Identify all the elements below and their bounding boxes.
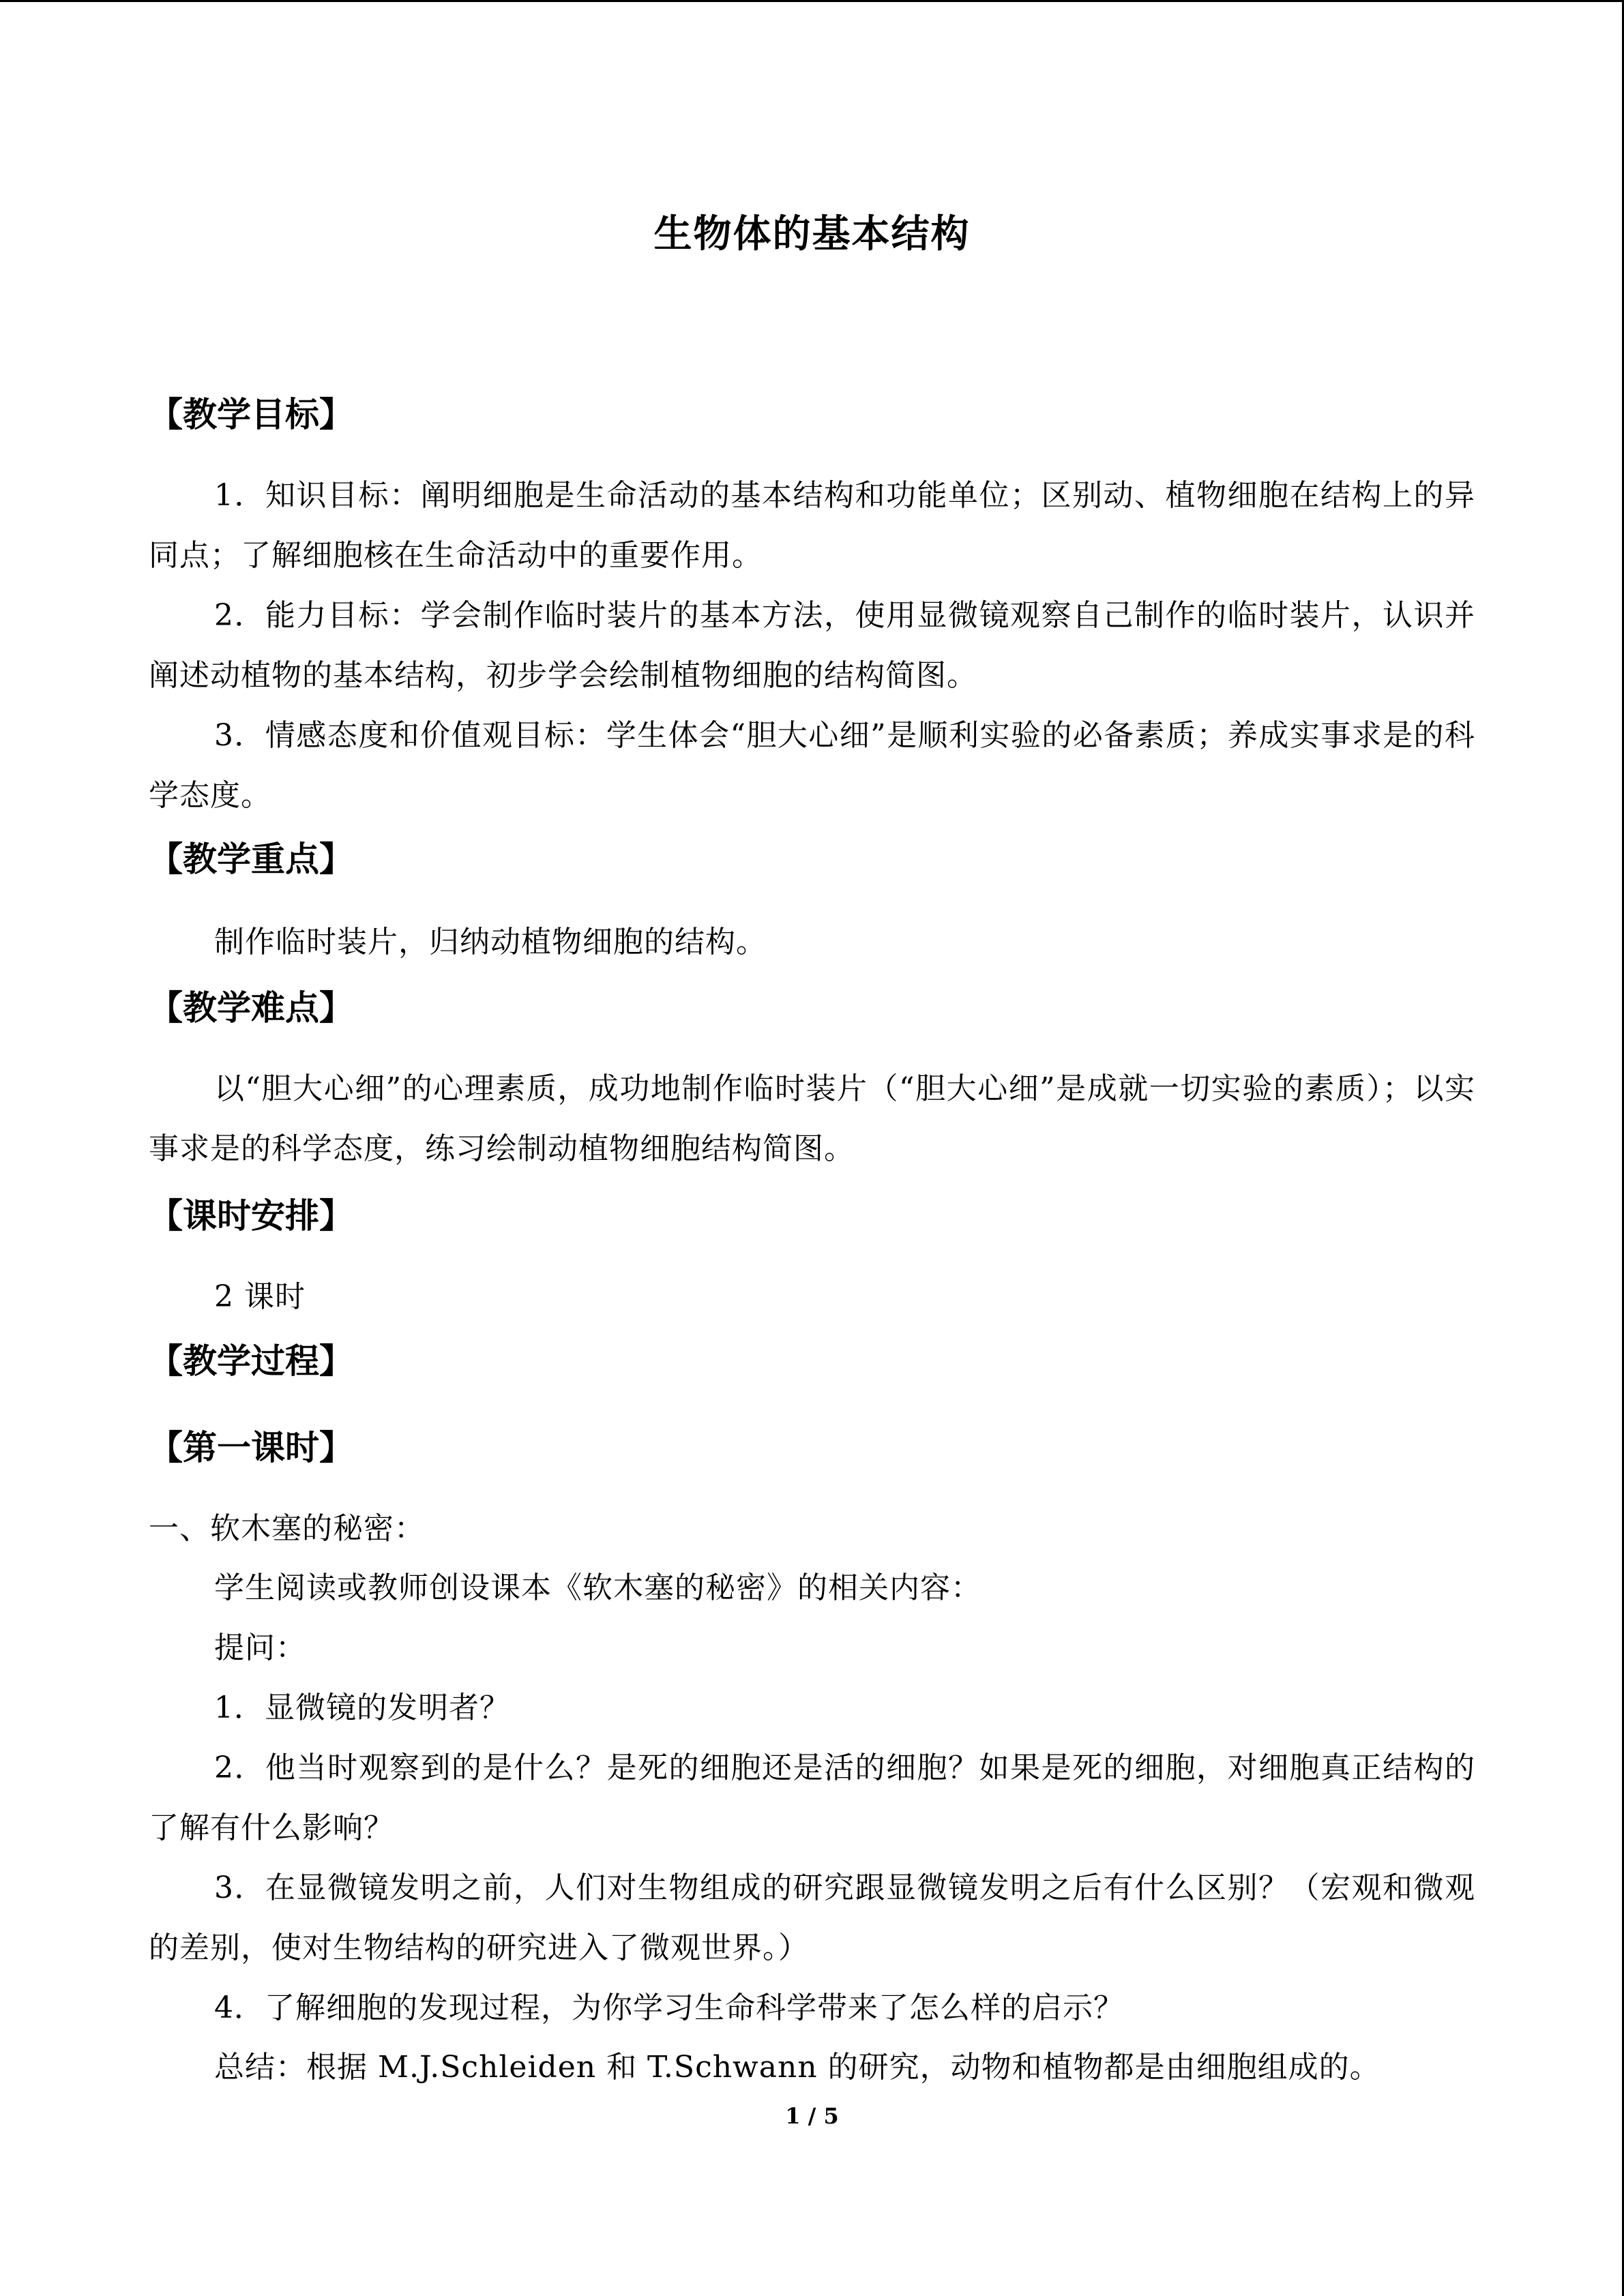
difficulty-heading: 【教学难点】: [149, 988, 353, 1028]
question-2: 2．他当时观察到的是什么？是死的细胞还是活的细胞？如果是死的细胞，对细胞真正结构的了解有什么影响？: [149, 1750, 1475, 1845]
goal-item-1: 1．知识目标：阐明细胞是生命活动的基本结构和功能单位；区别动、植物细胞在结构上的异同点；了解细胞核在生命活动中的重要作用。: [149, 478, 1475, 573]
question-4: 4．了解细胞的发现过程，为你学习生命科学带来了怎么样的启示？: [214, 1991, 1124, 2025]
part1-ask: 提问：: [214, 1630, 306, 1665]
part1-intro: 学生阅读或教师创设课本《软木塞的秘密》的相关内容：: [214, 1570, 981, 1605]
summary-text: 总结：根据 M.J.Schleiden 和 T.Schwann 的研究，动物和植物都是由细胞组成的。: [214, 2050, 1381, 2085]
process-heading: 【教学过程】: [149, 1341, 353, 1381]
question-3: 3．在显微镜发明之前，人们对生物组成的研究跟显微镜发明之后有什么区别？（宏观和微观的差别，使对生物结构的研究进入了微观世界。）: [149, 1870, 1475, 1965]
goal-item-3: 3．情感态度和价值观目标：学生体会“胆大心细”是顺利实验的必备素质；养成实事求是的科学态度。: [149, 718, 1475, 813]
goals-heading: 【教学目标】: [149, 395, 353, 434]
schedule-text: 2 课时: [214, 1279, 306, 1314]
lesson1-heading: 【第一课时】: [149, 1428, 353, 1467]
key-points-heading: 【教学重点】: [149, 839, 353, 879]
goal-item-2: 2．能力目标：学会制作临时装片的基本方法，使用显微镜观察自己制作的临时装片，认识并阐述动植物的基本结构，初步学会绘制植物细胞的结构简图。: [149, 598, 1475, 693]
page-title: 生物体的基本结构: [653, 211, 971, 256]
part1-title: 一、软木塞的秘密：: [149, 1511, 425, 1546]
question-1: 1．显微镜的发明者？: [214, 1690, 510, 1725]
difficulty-text: 以“胆大心细”的心理素质，成功地制作临时装片（“胆大心细”是成就一切实验的素质）；以实事求是的科学态度，练习绘制动植物细胞结构简图。: [149, 1071, 1475, 1166]
page-number: 1 / 5: [785, 2103, 839, 2129]
key-points-text: 制作临时装片，归纳动植物细胞的结构。: [214, 925, 767, 959]
schedule-heading: 【课时安排】: [149, 1196, 353, 1236]
